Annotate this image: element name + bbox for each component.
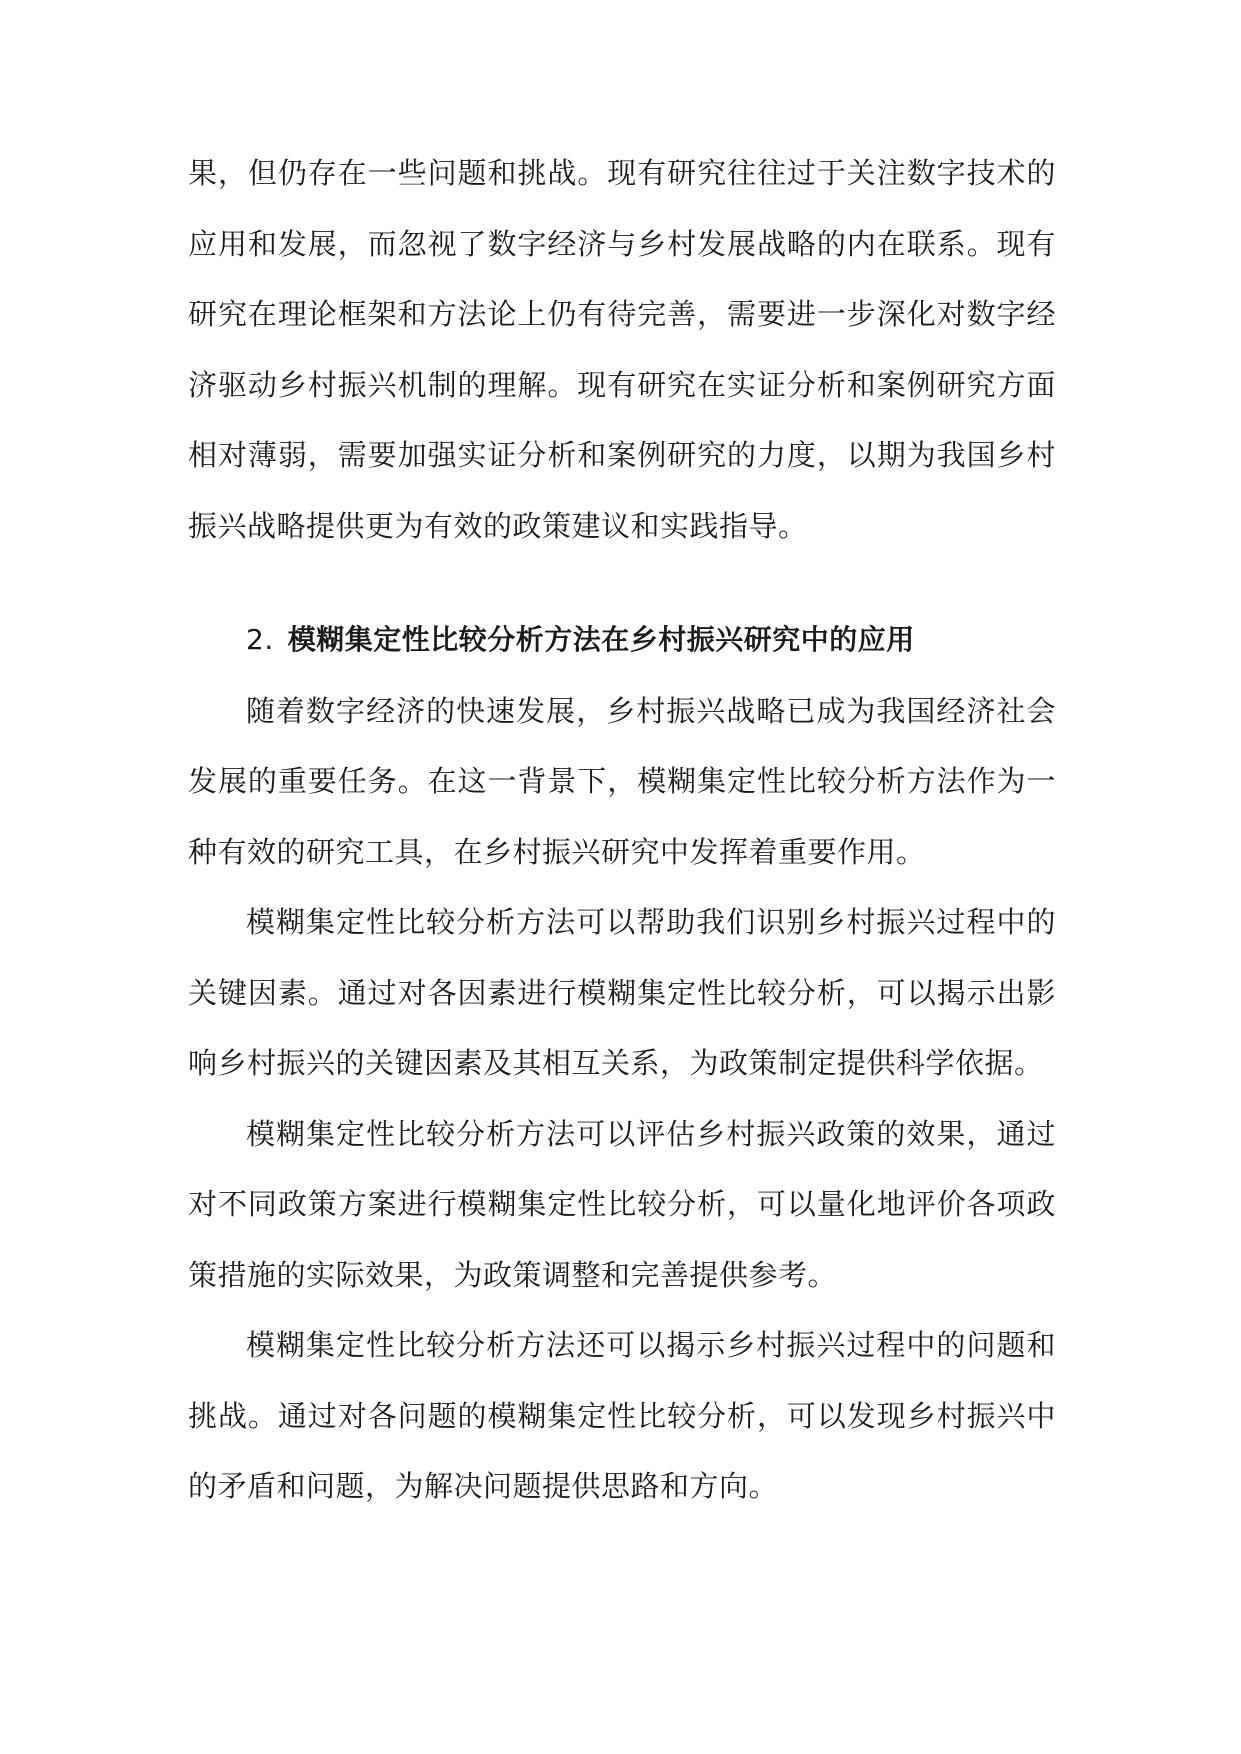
paragraph: 模糊集定性比较分析方法可以帮助我们识别乡村振兴过程中的关键因素。通过对各因素进行模糊集定性比较分析，可以揭示出影响乡村振兴的关键因素及其相互关系，为政策制定提供科学依据。 [188, 905, 1056, 1080]
paragraph-continued: 果，但仍存在一些问题和挑战。现有研究往往过于关注数字技术的应用和发展，而忽视了数字经济与乡村发展战略的内在联系。现有研究在理论框架和方法论上仍有待完善，需要进一步深化对数字经济驱动乡村振兴机制的理解。现有研究在实证分析和案例研究方面相对薄弱，需要加强实证分析和案例研究的力度，以期为我国乡村振兴战略提供更为有效的政策建议和实践指导。 [188, 156, 1056, 543]
paragraph: 模糊集定性比较分析方法还可以揭示乡村振兴过程中的问题和挑战。通过对各问题的模糊集定性比较分析，可以发现乡村振兴中的矛盾和问题，为解决问题提供思路和方向。 [188, 1328, 1056, 1503]
paragraph: 随着数字经济的快速发展，乡村振兴战略已成为我国经济社会发展的重要任务。在这一背景下，模糊集定性比较分析方法作为一种有效的研究工具，在乡村振兴研究中发挥着重要作用。 [188, 693, 1056, 869]
section-title: 模糊集定性比较分析方法在乡村振兴研究中的应用 [287, 623, 915, 656]
section-heading [246, 605, 1056, 676]
section-number: 2. [246, 623, 274, 656]
paragraph: 模糊集定性比较分析方法可以评估乡村振兴政策的效果，通过对不同政策方案进行模糊集定性比较分析，可以量化地评价各项政策措施的实际效果，为政策调整和完善提供参考。 [188, 1116, 1056, 1292]
document-page [188, 138, 1056, 1522]
